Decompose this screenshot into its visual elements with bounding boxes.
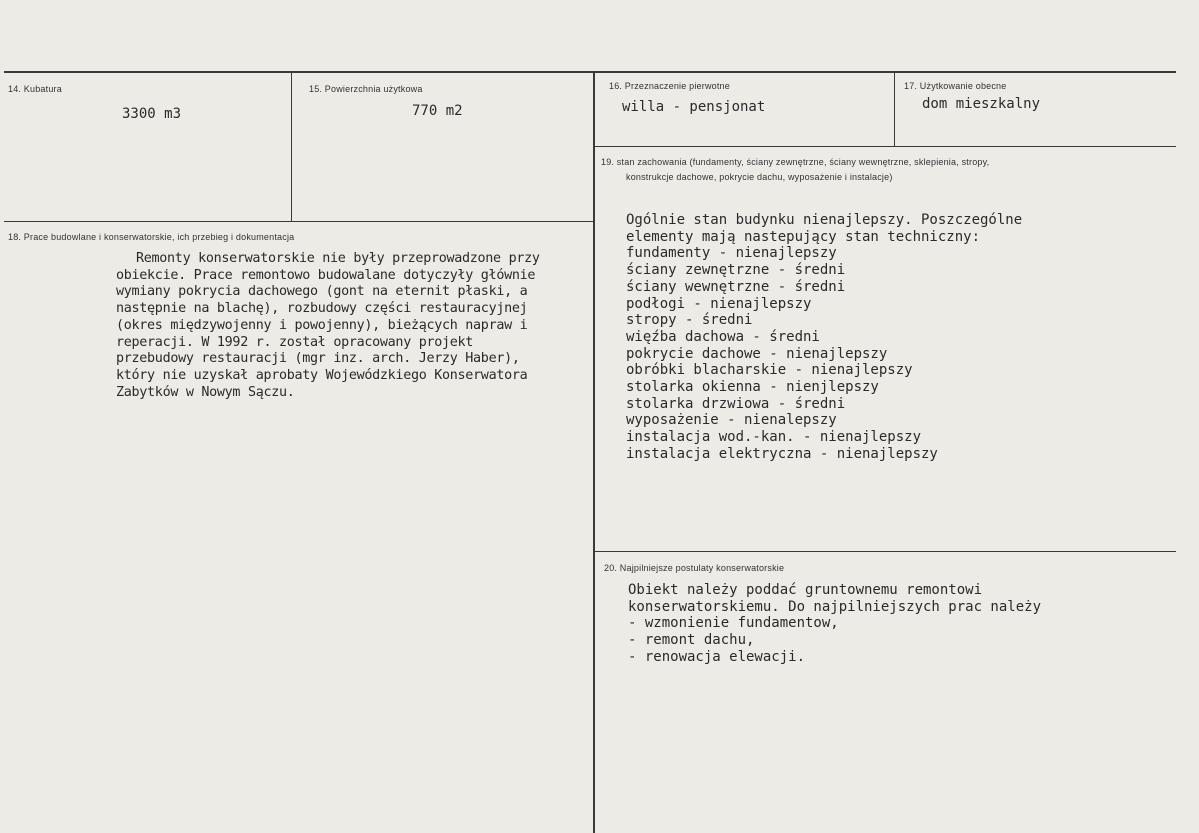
text-line: obiekcie. Prace remontowo budowalane dotyczyły głównie — [116, 267, 536, 283]
text-line: który nie uzyskał aprobaty Wojewódzkiego Konserwatora — [116, 367, 528, 383]
text-line: konserwatorskiemu. Do najpilniejszych prac należy — [628, 598, 1042, 615]
field-15-label: 15. Powierzchnia użytkowa — [309, 84, 423, 94]
text-line: (okres międzywojenny i powojenny), bieżących napraw i — [116, 317, 528, 333]
text-line: stolarka okienna - nienjlepszy — [626, 379, 879, 396]
text-line: elementy mają nastepujący stan techniczny: — [626, 228, 981, 245]
field-16-value: willa - pensjonat — [622, 99, 766, 115]
text-line: instalacja wod.-kan. - nienajlepszy — [626, 429, 922, 446]
divider-14-15 — [291, 73, 292, 221]
text-line: Zabytków w Nowym Sączu. — [116, 384, 295, 400]
field-14-value: 3300 m3 — [122, 106, 182, 122]
row1-rule-right — [594, 146, 1176, 147]
text-line: ściany zewnętrzne - średni — [626, 262, 846, 279]
divider-main — [593, 73, 595, 833]
text-line: pokrycie dachowe - nienajlepszy — [626, 345, 888, 362]
section20-rule — [594, 551, 1176, 552]
text-line: reperacji. W 1992 r. został opracowany projekt — [116, 334, 474, 350]
field-17-value: dom mieszkalny — [922, 96, 1041, 112]
field-14-label: 14. Kubatura — [8, 84, 62, 94]
text-line: następnie na blachę), rozbudowy części restauracyjnej — [116, 301, 528, 317]
text-line: Ogólnie stan budynku nienajlepszy. Poszczególne — [626, 212, 1023, 228]
text-line: - wzmonienie fundamentow, — [628, 615, 839, 632]
text-line: - remont dachu, — [628, 632, 755, 649]
top-rule — [4, 71, 1176, 73]
text-line: stropy - średni — [626, 312, 753, 329]
text-line: - renowacja elewacji. — [628, 648, 806, 665]
text-line: obróbki blacharskie - nienajlepszy — [626, 362, 913, 379]
divider-16-17 — [894, 73, 895, 146]
text-line: ściany wewnętrzne - średni — [626, 278, 846, 295]
text-line: przebudowy restauracji (mgr inz. arch. Jerzy Haber), — [116, 351, 520, 367]
text-line: wymiany pokrycia dachowego (gont na eternit płaski, a — [116, 284, 528, 300]
field-19-label-line2: konstrukcje dachowe, pokrycie dachu, wyposażenie i instalacje) — [626, 172, 893, 182]
text-line: instalacja elektryczna - nienajlepszy — [626, 445, 938, 462]
field-20-label: 20. Najpilniejsze postulaty konserwatorskie — [604, 563, 785, 573]
field-18-label: 18. Prace budowlane i konserwatorskie, ich przebieg i dokumentacja — [8, 232, 295, 242]
row1-rule-left — [4, 221, 594, 222]
field-15-value: 770 m2 — [412, 103, 463, 119]
text-line: Obiekt należy poddać gruntownemu remontowi — [628, 582, 983, 598]
field-18-text — [116, 251, 540, 401]
text-line: podłogi - nienajlepszy — [626, 295, 812, 312]
text-line: fundamenty - nienajlepszy — [626, 245, 837, 262]
text-line: wyposażenie - nienalepszy — [626, 412, 837, 429]
field-20-text — [628, 582, 1041, 666]
field-19-label-line1: 19. stan zachowania (fundamenty, ściany zewnętrzne, ściany wewnętrzne, sklepienia, stropy, — [601, 157, 990, 167]
text-line: więźba dachowa - średni — [626, 328, 820, 345]
field-19-text — [626, 212, 1022, 463]
text-line: stolarka drzwiowa - średni — [626, 395, 846, 412]
text-line: Remonty konserwatorskie nie były przeprowadzone przy — [136, 251, 540, 266]
field-17-label: 17. Użytkowanie obecne — [904, 81, 1007, 91]
field-16-label: 16. Przeznaczenie pierwotne — [609, 81, 730, 91]
